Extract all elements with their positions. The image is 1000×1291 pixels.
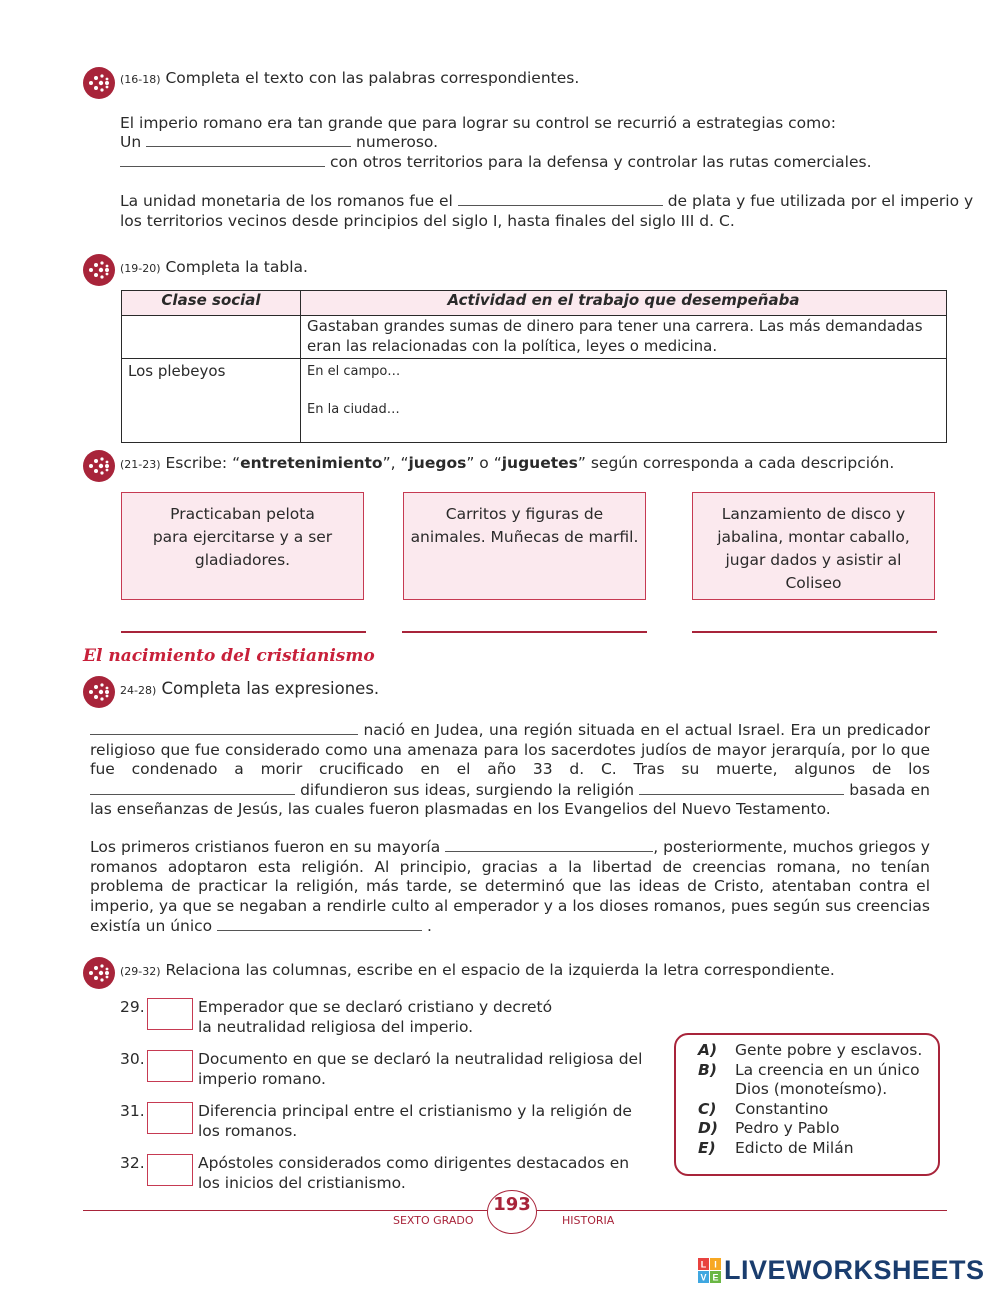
footer-grade: SEXTO GRADO xyxy=(393,1214,474,1227)
option-a: A) Gente pobre y esclavos. xyxy=(698,1041,923,1059)
table-cell-activity-blank[interactable] xyxy=(301,359,947,443)
bullet-icon xyxy=(83,957,115,989)
q16-text-line5: los territorios vecinos desde principios del siglo I, hasta finales del siglo III d. C. xyxy=(120,212,735,230)
section-title: El nacimiento del cristianismo xyxy=(83,646,375,666)
liveworksheets-logo-icon xyxy=(698,1258,722,1284)
q16-text-line1: El imperio romano era tan grande que para lograr su control se recurrió a estrategias como: xyxy=(120,114,836,132)
options-box xyxy=(674,1033,940,1176)
description-card-2: Carritos y figuras de animales. Muñecas de marfil. xyxy=(403,492,646,600)
bullet-icon xyxy=(83,676,115,708)
option-e: E) Edicto de Milán xyxy=(698,1138,854,1157)
page-number: 193 xyxy=(487,1190,537,1234)
answer-line-23[interactable] xyxy=(692,631,937,633)
social-class-table xyxy=(121,290,947,443)
svg-text:L: L xyxy=(700,1259,707,1270)
answer-blank-28[interactable] xyxy=(217,916,422,931)
brand-name: LIVEWORKSHEETS xyxy=(724,1255,985,1285)
answer-blank-17[interactable] xyxy=(120,152,325,167)
option-c: C) Constantino xyxy=(698,1099,829,1118)
bullet-icon xyxy=(83,67,115,99)
answer-box-31[interactable] xyxy=(147,1102,193,1134)
q24-header: 24-28) Completa las expresiones. xyxy=(120,679,380,698)
svg-text:I: I xyxy=(714,1259,717,1270)
table-cell-activity: Gastaban grandes sumas de dinero para tener una carrera. Las más demandadas eran las relacionadas con la política, leyes o medicina. xyxy=(301,316,947,359)
answer-line-21[interactable] xyxy=(121,631,366,633)
footer-divider-left xyxy=(83,1210,487,1211)
bullet-icon xyxy=(83,254,115,286)
table-header-class: Clase social xyxy=(122,291,301,316)
bullet-icon xyxy=(83,450,115,482)
table-cell-campo: En el campo… xyxy=(307,364,401,379)
answer-blank-16[interactable] xyxy=(146,132,351,147)
table-cell-ciudad: En la ciudad… xyxy=(307,402,400,417)
q16-text-line4: La unidad monetaria de los romanos fue el de plata y fue utilizada por el imperio y xyxy=(120,192,974,210)
table-header-activity: Actividad en el trabajo que desempeñaba xyxy=(301,291,947,316)
option-d: D) Pedro y Pablo xyxy=(698,1119,840,1137)
footer-subject: HISTORIA xyxy=(562,1214,615,1227)
answer-blank-26[interactable] xyxy=(639,780,844,795)
paragraph-cristianos: Los primeros cristianos fueron en su mayoría , posteriormente, muchos griegos y romanos adoptaron esta religión. Al principio, gracias a la libertad de creencias romana, no tenían problema de practicar la religión, más tarde, se determinó que las ideas de Cristo, atentaban contra el imperio, ya que se negaban a rendirle culto al emperador y a los dioses romanos, pues según sus creencias existía un único . xyxy=(90,838,930,935)
table-row xyxy=(122,316,947,359)
answer-blank-25[interactable] xyxy=(90,780,295,795)
description-card-1: Practicaban pelota para ejercitarse y a ser gladiadores. xyxy=(121,492,364,600)
footer-divider-right xyxy=(537,1210,947,1211)
q16-text-line3: con otros territorios para la defensa y controlar las rutas comerciales. xyxy=(120,152,872,172)
answer-blank-18[interactable] xyxy=(458,191,663,206)
answer-blank-24[interactable] xyxy=(90,720,358,735)
svg-text:V: V xyxy=(700,1272,707,1283)
answer-line-22[interactable] xyxy=(402,631,647,633)
table-cell-empty-class[interactable] xyxy=(122,316,301,359)
table-row xyxy=(122,359,947,443)
q21-header: (21-23) Escribe: “entretenimiento”, “juegos” o “juguetes” según corresponda a cada descripción. xyxy=(120,454,895,472)
table-cell-class: Los plebeyos xyxy=(122,359,301,443)
svg-text:E: E xyxy=(712,1272,719,1283)
answer-blank-27[interactable] xyxy=(445,837,653,852)
paragraph-jesus: nació en Judea, una región situada en el actual Israel. Era un predicador religioso que fue considerado como una amenaza para los sacerdotes judíos de mayor jerarquía, por lo que fue condenado a morir crucificado en el año 33 d. C. Tras su muerte, algunos de los difundieron sus ideas, surgiendo la religión basada en las enseñanzas de Jesús, las cuales fueron plasmadas en los Evangelios del Nuevo Testamento. xyxy=(90,721,930,818)
answer-box-32[interactable] xyxy=(147,1154,193,1186)
q19-header: (19-20) Completa la tabla. xyxy=(120,258,308,276)
answer-box-29[interactable] xyxy=(147,998,193,1030)
description-card-3: Lanzamiento de disco y jabalina, montar caballo, jugar dados y asistir al Coliseo xyxy=(692,492,935,600)
q29-header: (29-32) Relaciona las columnas, escribe en el espacio de la izquierda la letra correspondiente. xyxy=(120,961,835,979)
q16-header: (16-18) Completa el texto con las palabras correspondientes. xyxy=(120,69,580,87)
table-header-row xyxy=(122,291,947,316)
answer-box-30[interactable] xyxy=(147,1050,193,1082)
option-b: B) La creencia en un único Dios (monoteísmo). xyxy=(698,1060,920,1098)
q16-text-line2: Un numeroso. xyxy=(120,133,439,151)
